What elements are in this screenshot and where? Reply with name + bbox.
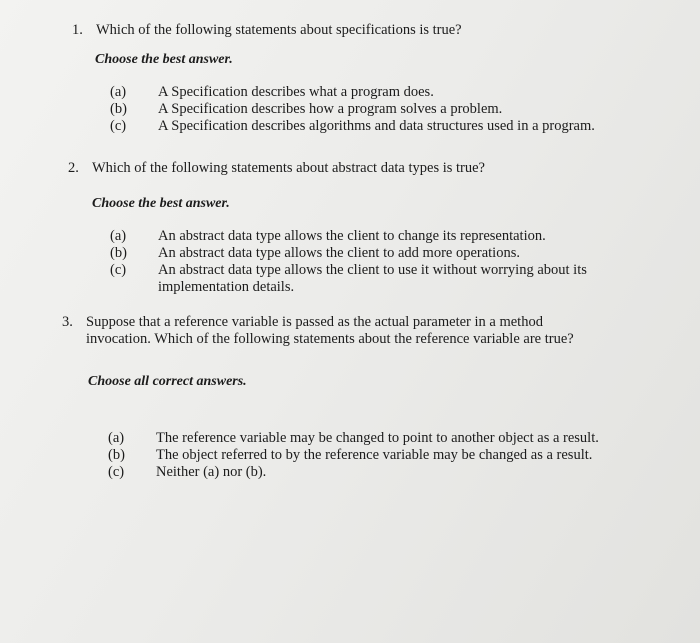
question-1-instruction: Choose the best answer.: [95, 52, 233, 67]
option-label: (c): [110, 262, 127, 278]
option-label: (c): [110, 118, 127, 134]
option-text: An abstract data type allows the client to use it without worrying about its implementation details.: [158, 262, 587, 295]
option-text: A Specification describes algorithms and data structures used in a program.: [158, 118, 595, 134]
option-label: (a): [110, 84, 127, 100]
question-3-instruction: Choose all correct answers.: [88, 374, 247, 389]
option-text: A Specification describes what a program does.: [158, 84, 434, 100]
option-text: An abstract data type allows the client to add more operations.: [158, 245, 520, 261]
question-2-instruction: Choose the best answer.: [92, 196, 230, 211]
question-text: Which of the following statements about specifications is true?: [96, 22, 462, 38]
option-text: A Specification describes how a program solves a problem.: [158, 101, 503, 117]
question-text-line-2: invocation. Which of the following statements about the reference variable are true?: [86, 331, 574, 347]
option-label: (b): [108, 447, 125, 463]
option-text: Neither (a) nor (b).: [156, 464, 267, 480]
option-label: (a): [110, 228, 127, 244]
option-label: (b): [110, 101, 127, 117]
option-text: The reference variable may be changed to point to another object as a result.: [156, 430, 599, 446]
question-text: Which of the following statements about abstract data types is true?: [92, 160, 485, 176]
question-number: 1.: [72, 22, 83, 38]
question-number: 3.: [62, 314, 73, 330]
option-label: (c): [108, 464, 125, 480]
question-text: [86, 314, 574, 348]
option-text: An abstract data type allows the client to change its representation.: [158, 228, 546, 244]
option-label: (b): [110, 245, 127, 261]
option-label: (a): [108, 430, 125, 446]
question-number: 2.: [68, 160, 79, 176]
option-text: The object referred to by the reference variable may be changed as a result.: [156, 447, 593, 463]
question-text-line-1: Suppose that a reference variable is passed as the actual parameter in a method: [86, 314, 543, 330]
